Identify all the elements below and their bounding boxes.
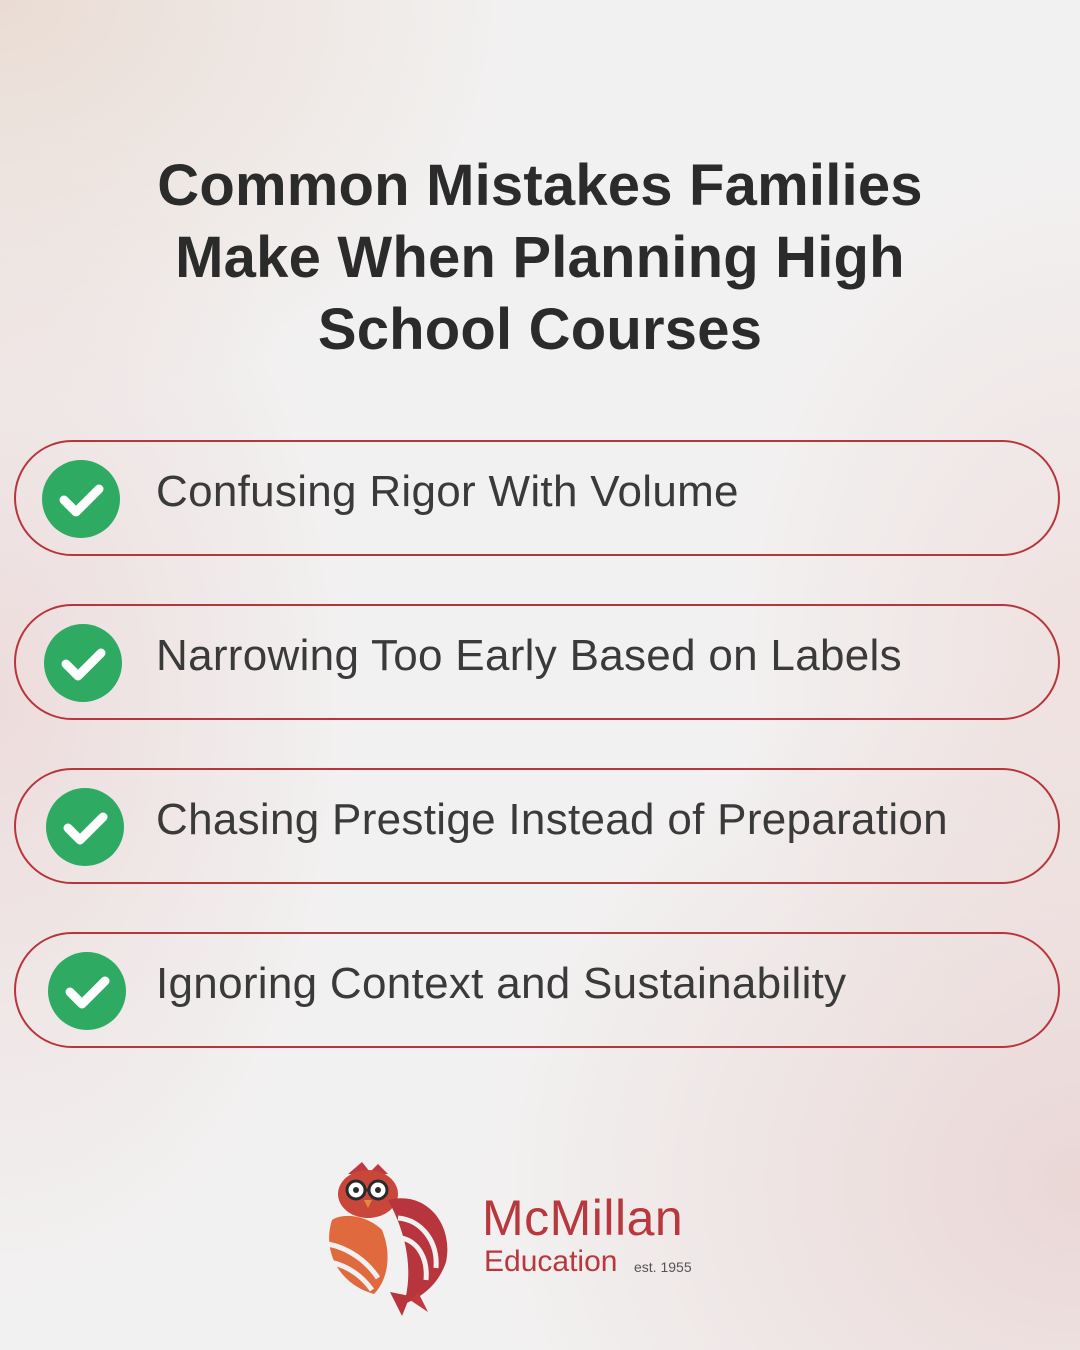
check-circle-icon bbox=[44, 624, 122, 702]
brand-logo bbox=[318, 1160, 718, 1320]
list-item-label: Narrowing Too Early Based on Labels bbox=[156, 631, 902, 680]
title-line-3: School Courses bbox=[317, 297, 763, 362]
list-item bbox=[14, 932, 1060, 1048]
list-item-label: Chasing Prestige Instead of Preparation bbox=[156, 795, 948, 844]
list-item bbox=[14, 440, 1060, 556]
owl-logo-icon bbox=[318, 1160, 458, 1318]
brand-name: McMillan bbox=[482, 1190, 684, 1246]
check-circle-icon bbox=[46, 788, 124, 866]
list-item bbox=[14, 768, 1060, 884]
check-circle-icon bbox=[48, 952, 126, 1030]
title-line-1: Common Mistakes Families bbox=[157, 153, 923, 218]
list-item-label: Ignoring Context and Sustainability bbox=[156, 959, 847, 1008]
brand-subtitle: Education bbox=[484, 1245, 618, 1278]
title-line-2: Make When Planning High bbox=[175, 225, 905, 290]
list-item-label: Confusing Rigor With Volume bbox=[156, 467, 739, 516]
check-circle-icon bbox=[42, 460, 120, 538]
brand-established: est. 1955 bbox=[634, 1259, 692, 1275]
list-item bbox=[14, 604, 1060, 720]
